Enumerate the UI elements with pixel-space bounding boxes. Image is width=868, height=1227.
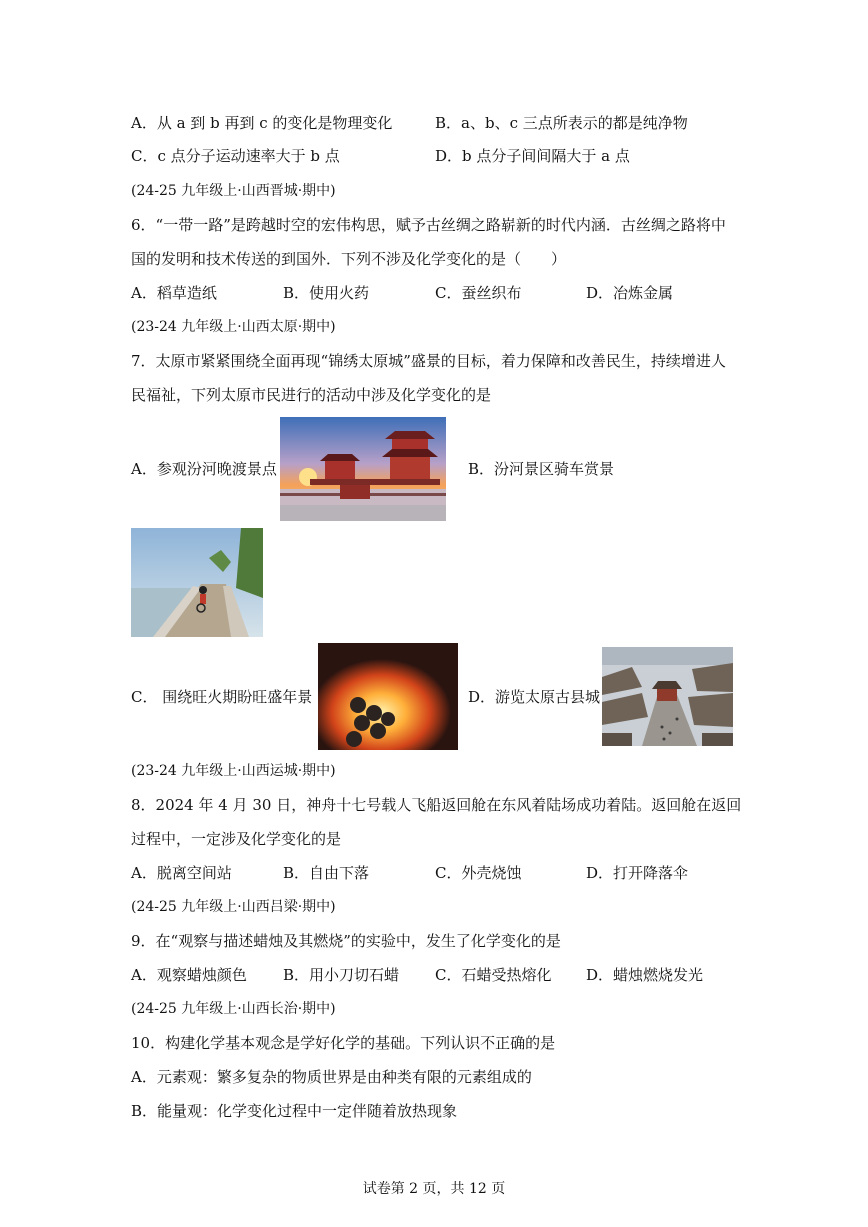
q8-stem-line1: 8．2024 年 4 月 30 日，神舟十七号载人飞船返回舱在东风着陆场成功着陆。返回舱在返回: [131, 796, 742, 814]
q7-option-d[interactable]: D．游览太原古县城: [468, 688, 601, 706]
cycling-bridge-photo: [131, 528, 263, 637]
q5-option-a[interactable]: A．从 a 到 b 再到 c 的变化是物理变化: [131, 114, 393, 132]
q6-option-d[interactable]: D．冶炼金属: [586, 284, 674, 302]
ancient-town-photo: [602, 647, 733, 746]
q6-source: (24-25 九年级上·山西晋城·期中): [131, 183, 336, 199]
q7-source: (23-24 九年级上·山西太原·期中): [131, 319, 336, 335]
q10-source: (24-25 九年级上·山西长治·期中): [131, 1001, 336, 1017]
q6-stem-line2: 国的发明和技术传送的到国外．下列不涉及化学变化的是（ ）: [131, 250, 567, 268]
q8-option-b[interactable]: B．自由下落: [283, 864, 370, 882]
q9-option-d[interactable]: D．蜡烛燃烧发光: [586, 966, 704, 984]
q6-stem-line1: 6．“一带一路”是跨越时空的宏伟构思，赋予古丝绸之路崭新的时代内涵．古丝绸之路将中: [131, 216, 726, 234]
q5-option-b[interactable]: B．a、b、c 三点所表示的都是纯净物: [435, 114, 688, 132]
q8-stem-line2: 过程中，一定涉及化学变化的是: [131, 830, 342, 848]
q6-option-c[interactable]: C．蚕丝织布: [435, 284, 522, 302]
fenhe-pavilion-photo: [280, 417, 446, 521]
q10-option-a[interactable]: A．元素观：繁多复杂的物质世界是由种类有限的元素组成的: [131, 1068, 532, 1086]
q9-stem: 9．在“观察与描述蜡烛及其燃烧”的实验中，发生了化学变化的是: [131, 932, 561, 950]
q8-option-c[interactable]: C．外壳烧蚀: [435, 864, 522, 882]
q5-option-d[interactable]: D．b 点分子间间隔大于 a 点: [435, 147, 630, 165]
q9-option-c[interactable]: C．石蜡受热熔化: [435, 966, 552, 984]
q6-option-b[interactable]: B．使用火药: [283, 284, 370, 302]
q8-option-a[interactable]: A．脱离空间站: [131, 864, 232, 882]
q10-stem: 10．构建化学基本观念是学好化学的基础。下列认识不正确的是: [131, 1034, 556, 1052]
q5-option-c[interactable]: C．c 点分子运动速率大于 b 点: [131, 147, 340, 165]
q7-option-b[interactable]: B．汾河景区骑车赏景: [468, 460, 615, 478]
q9-source: (24-25 九年级上·山西吕梁·期中): [131, 899, 336, 915]
q8-source: (23-24 九年级上·山西运城·期中): [131, 763, 336, 779]
page-footer: 试卷第 2 页，共 12 页: [362, 1181, 506, 1197]
q7-option-c[interactable]: C． 围绕旺火期盼旺盛年景: [131, 688, 313, 706]
q8-option-d[interactable]: D．打开降落伞: [586, 864, 689, 882]
q10-option-b[interactable]: B．能量观：化学变化过程中一定伴随着放热现象: [131, 1102, 458, 1120]
q7-option-a[interactable]: A．参观汾河晚渡景点: [131, 460, 277, 478]
q9-option-b[interactable]: B．用小刀切石蜡: [283, 966, 400, 984]
q7-stem-line2: 民福祉，下列太原市民进行的活动中涉及化学变化的是: [131, 386, 492, 404]
q9-option-a[interactable]: A．观察蜡烛颜色: [131, 966, 247, 984]
q6-option-a[interactable]: A．稻草造纸: [131, 284, 217, 302]
bonfire-photo: [318, 643, 458, 750]
q7-stem-line1: 7．太原市紧紧围绕全面再现“锦绣太原城”盛景的目标，着力保障和改善民生，持续增进人: [131, 352, 726, 370]
